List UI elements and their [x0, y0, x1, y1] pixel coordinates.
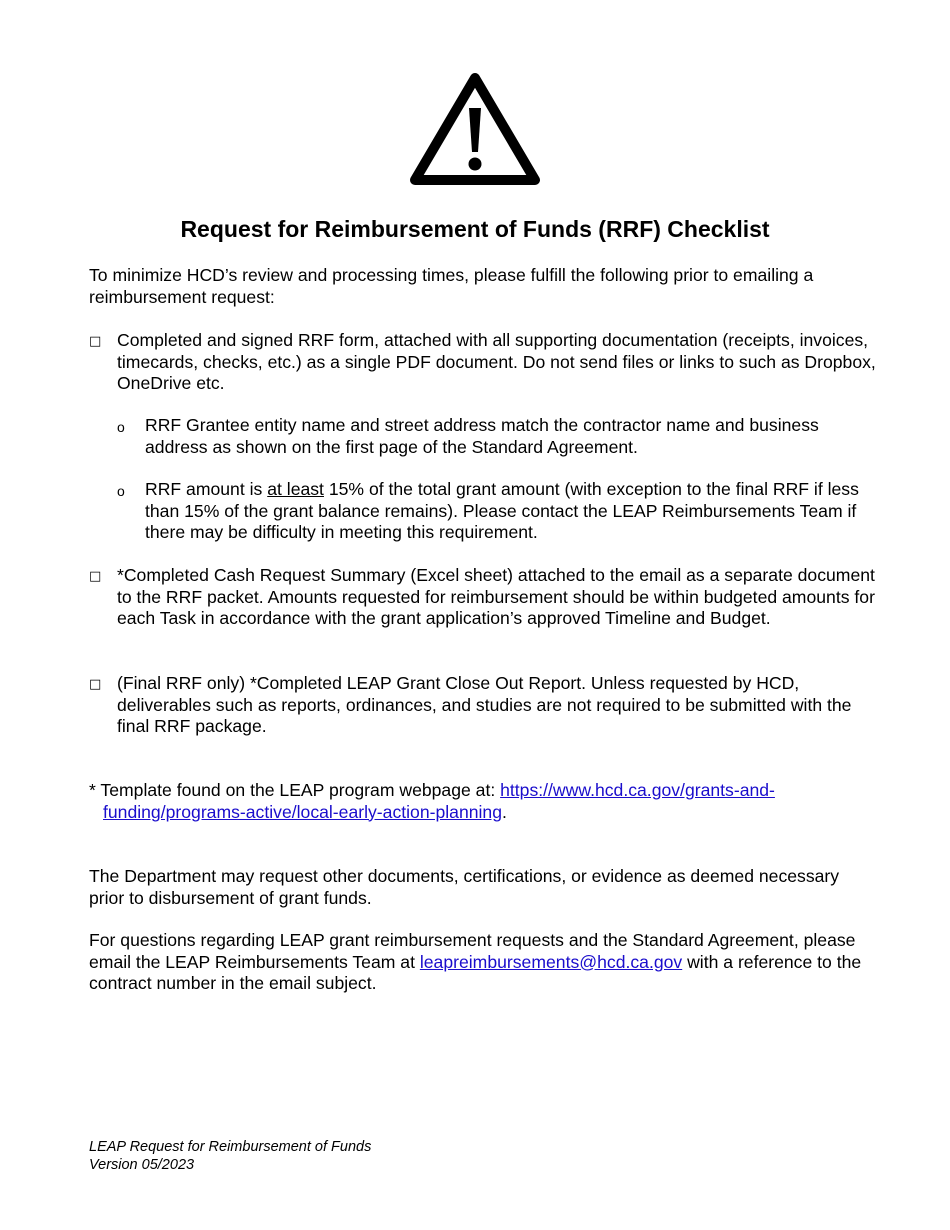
sub-item-rrf-amount — [117, 479, 877, 544]
page-title: Request for Reimbursement of Funds (RRF) Checklist — [180, 216, 770, 242]
contact-text-after: with a reference to the contract number in the email subject. — [89, 951, 862, 993]
sub-item-text-after: 15% of the total grant amount (with exception to the final RRF if less than 15% of the grant balance remains). Please contact the LEAP Reimbursements Team if there may be difficulty in meeting this requirement. — [145, 479, 859, 542]
sub-bullet-icon: o — [117, 483, 125, 499]
sub-item-text: RRF Grantee entity name and street address match the contractor name and business address as shown on the first page of the Standard Agreement. — [145, 415, 819, 457]
checklist-item-text: *Completed Cash Request Summary (Excel sheet) attached to the email as a separate document to the RRF packet. Amounts requested for reimbursement should be within budgeted amounts for each Task in accordance with the grant application’s approved Timeline and Budget. — [117, 565, 875, 628]
contact-paragraph — [89, 930, 879, 995]
sub-bullet-icon: o — [117, 419, 125, 435]
template-note-prefix: * Template found on the LEAP program webpage at: — [89, 780, 501, 800]
footer-version: Version 05/2023 — [89, 1157, 195, 1173]
template-note — [89, 780, 893, 823]
contact-text-before: For questions regarding LEAP grant reimbursement requests and the Standard Agreement, please email the LEAP Reimbursements Team at — [89, 930, 856, 972]
sub-item-text-before: RRF amount is — [145, 479, 268, 499]
checkbox-icon: □ — [89, 569, 102, 584]
checkbox-icon: □ — [89, 677, 102, 692]
emphasis-at-least: at least — [267, 479, 324, 499]
leap-webpage-link[interactable]: https://www.hcd.ca.gov/grants-and-funding/programs-active/local-early-action-planning — [103, 780, 775, 822]
checkbox-icon: □ — [89, 334, 102, 349]
sub-item-text — [145, 479, 877, 544]
checklist-item-rrf-form — [89, 330, 879, 395]
department-note: The Department may request other documents, certifications, or evidence as deemed necessary prior to disbursement of grant funds. — [89, 866, 840, 908]
email-link[interactable]: leapreimbursements@hcd.ca.gov — [419, 951, 683, 972]
footer-title: LEAP Request for Reimbursement of Funds — [89, 1139, 372, 1155]
intro-paragraph: To minimize HCD’s review and processing times, please fulfill the following prior to emailing a reimbursement request: — [89, 265, 814, 307]
checklist-item-cash-request — [89, 565, 879, 630]
warning-triangle-icon — [408, 70, 542, 188]
sub-item-grantee-name — [117, 415, 877, 458]
checklist-item-close-out-report — [89, 673, 879, 738]
template-note-suffix: . — [502, 801, 507, 822]
page-footer — [89, 1138, 589, 1174]
checklist-item-text: Completed and signed RRF form, attached with all supporting documentation (receipts, invoices, timecards, checks, etc.) as a single PDF document. Do not send files or links to such as Dropbox, OneDrive etc. — [117, 330, 876, 393]
checklist-item-text: (Final RRF only) *Completed LEAP Grant Close Out Report. Unless requested by HCD, deliverables such as reports, ordinances, and studies are not required to be submitted with the final RRF package. — [117, 673, 852, 736]
